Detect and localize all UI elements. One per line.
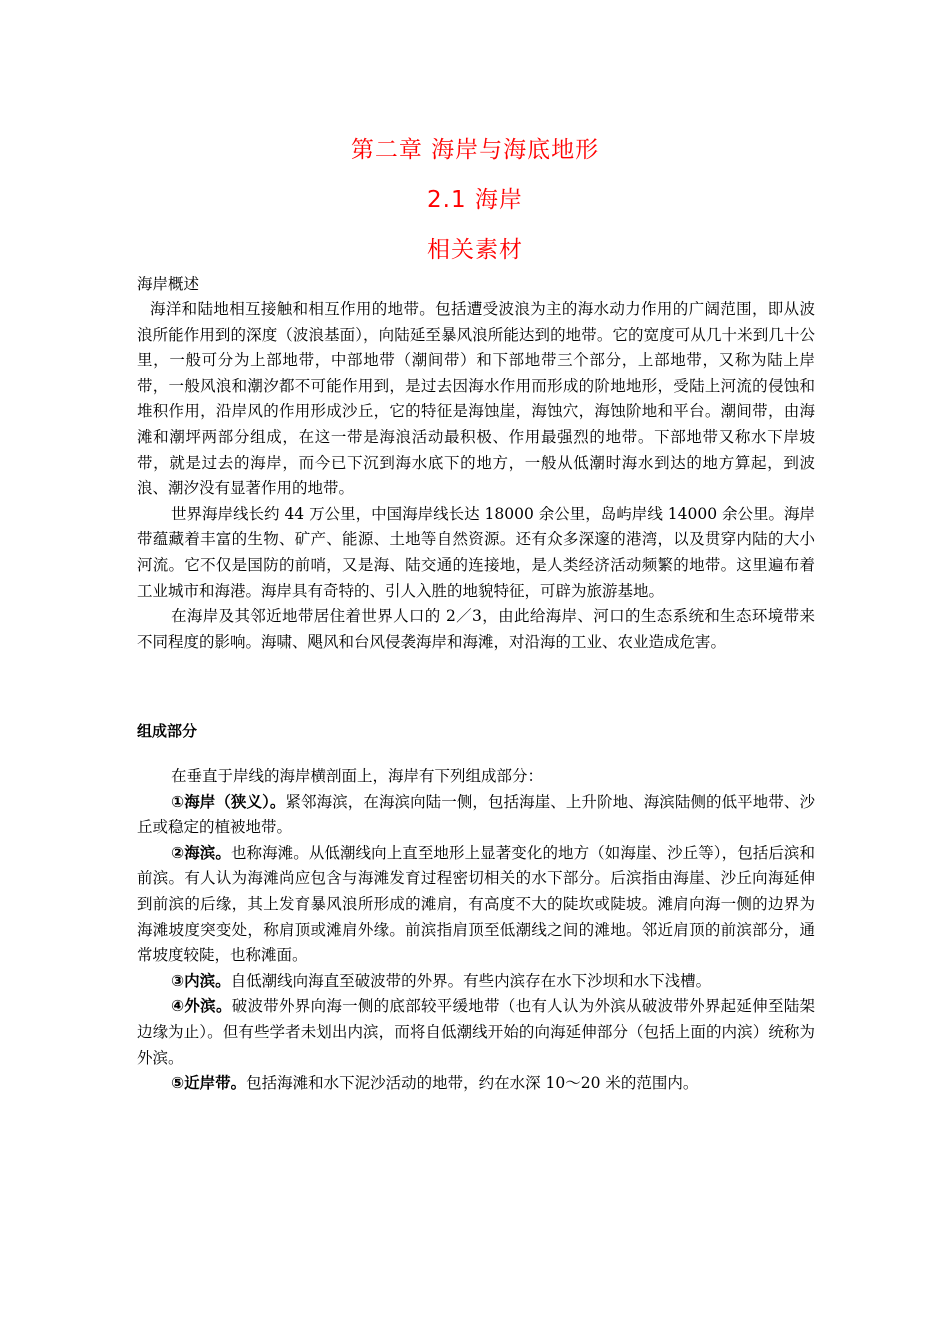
chapter-title: 第二章 海岸与海底地形 [350,137,600,163]
component-item [137,790,815,841]
components-section [137,764,815,1097]
component-term: ①海岸（狭义）。 [171,792,286,811]
component-item [137,969,815,995]
component-text: 紧邻海滨，在海滨向陆一侧，包括海崖、上升阶地、海滨陆侧的低平地带、沙丘或稳定的植被地带。 [137,792,815,837]
components-intro: 在垂直于岸线的海岸横剖面上，海岸有下列组成部分： [171,767,544,785]
overview-paragraph-2: 世界海岸线长约 44 万公里，中国海岸线长达 18000 余公里，岛屿岸线 14000 余公里。海岸带蕴藏着丰富的生物、矿产、能源、土地等自然资源。还有众多深邃的港湾，以及贯穿内陆的大小河流。它不仅是国防的前哨，又是海、陆交通的连接地，是人类经济活动频繁的地带。这里遍布着工业城市和海港。海岸具有奇特的、引人入胜的地貌特征，可辟为旅游基地。 [137,504,815,600]
materials-title: 相关素材 [427,237,523,263]
section-title: 2.1 海岸 [427,187,523,213]
components-heading: 组成部分 [137,722,198,740]
overview-section [137,297,815,655]
component-item [137,994,815,1071]
overview-paragraph-3: 在海岸及其邻近地带居住着世界人口的 2／3，由此给海岸、河口的生态系统和生态环境带来不同程度的影响。海啸、飓风和台风侵袭海岸和海滩，对沿海的工业、农业造成危害。 [137,607,815,651]
component-term: ③内滨。 [171,971,231,990]
overview-label: 海岸概述 [137,275,200,293]
component-text: 破波带外界向海一侧的底部较平缓地带（也有人认为外滨从破波带外界起延伸至陆架边缘为止）。但有些学者未划出内滨，而将自低潮线开始的向海延伸部分（包括上面的内滨）统称为外滨。 [137,997,815,1067]
component-text: 也称海滩。从低潮线向上直至地形上显著变化的地方（如海崖、沙丘等），包括后滨和前滨。有人认为海滩尚应包含与海滩发育过程密切相关的水下部分。后滨指由海崖、沙丘向海延伸到前滨的后缘，其上发育暴风浪所形成的滩肩，有高度不大的陡坎或陡坡。滩肩向海一侧的边界为海滩坡度突变处，称肩顶或滩肩外缘。前滨指肩顶至低潮线之间的滩地。邻近肩顶的前滨部分，通常坡度较陡，也称滩面。 [137,843,815,965]
component-text: 自低潮线向海直至破波带的外界。有些内滨存在水下沙坝和水下浅槽。 [230,971,712,990]
component-item [137,1071,815,1097]
component-term: ⑤近岸带。 [171,1074,247,1093]
overview-paragraph-1: 海洋和陆地相互接触和相互作用的地带。包括遭受波浪为主的海水动力作用的广阔范围，即从波浪所能作用到的深度（波浪基面），向陆延至暴风浪所能达到的地带。它的宽度可从几十米到几十公里，一般可分为上部地带，中部地带（潮间带）和下部地带三个部分，上部地带，又称为陆上岸带，一般风浪和潮汐都不可能作用到，是过去因海水作用而形成的阶地地形，受陆上河流的侵蚀和堆积作用，沿岸风的作用形成沙丘，它的特征是海蚀崖，海蚀穴，海蚀阶地和平台。潮间带，由海滩和潮坪两部分组成，在这一带是海浪活动最积极、作用最强烈的地带。下部地带又称水下岸坡带，就是过去的海岸，而今已下沉到海水底下的地方，一般从低潮时海水到达的地方算起，到波浪、潮汐没有显著作用的地带。 [137,300,815,498]
component-term: ②海滨。 [171,843,231,862]
component-text: 包括海滩和水下泥沙活动的地带，约在水深 10～20 米的范围内。 [246,1074,699,1093]
component-item [137,841,815,969]
component-term: ④外滨。 [171,997,232,1016]
